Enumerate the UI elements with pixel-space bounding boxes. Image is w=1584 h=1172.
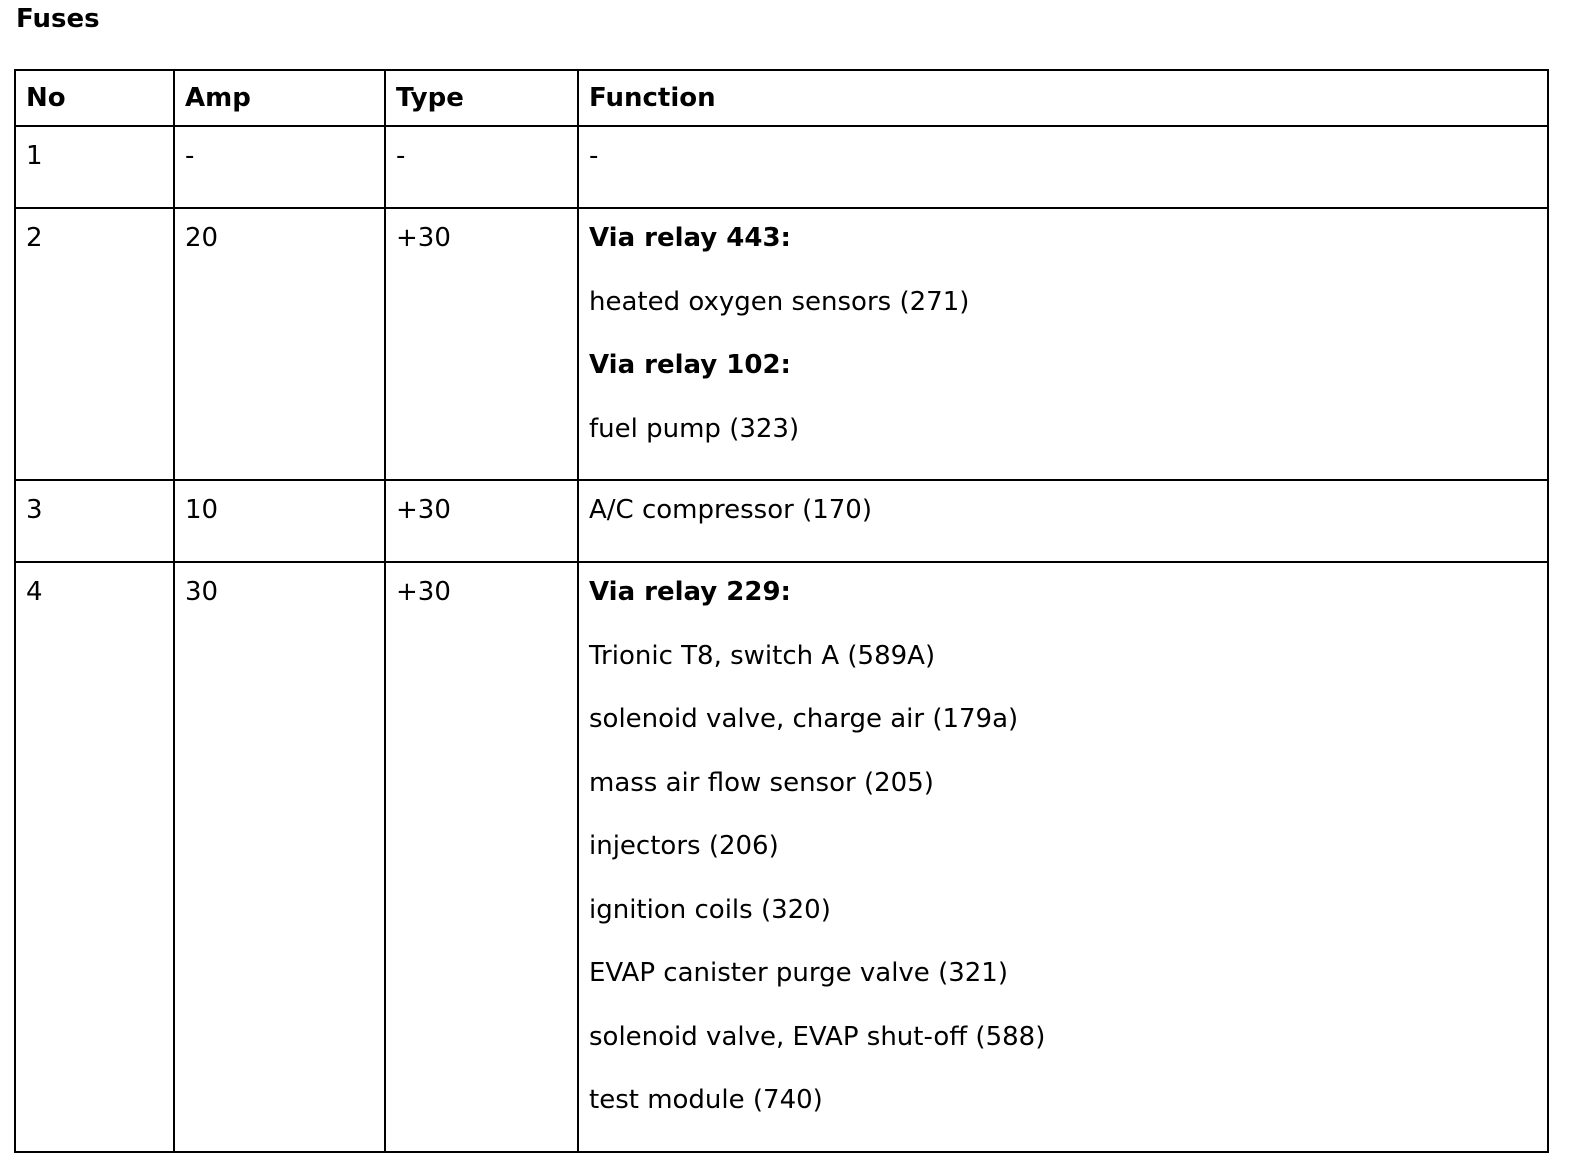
cell-function <box>578 480 1548 562</box>
function-line: fuel pump (323) <box>589 413 800 444</box>
table-row <box>15 208 1548 480</box>
function-line: injectors (206) <box>589 831 779 861</box>
header-type: Type <box>385 70 578 126</box>
table-row <box>15 480 1548 562</box>
cell-no: 3 <box>15 480 174 562</box>
cell-function <box>578 562 1548 1152</box>
cell-type: +30 <box>385 562 578 1152</box>
cell-amp: - <box>174 126 385 208</box>
cell-amp: 10 <box>174 480 385 562</box>
relay-heading: Via relay 102: <box>589 350 791 380</box>
cell-no: 4 <box>15 562 174 1152</box>
function-line: A/C compressor (170) <box>589 495 872 525</box>
cell-no: 1 <box>15 126 174 208</box>
function-line: solenoid valve, EVAP shut-off (588) <box>589 1021 1046 1052</box>
table-row <box>15 126 1548 208</box>
fuse-table <box>14 69 1549 1153</box>
function-line: EVAP canister purge valve (321) <box>589 958 1008 988</box>
function-line: test module (740) <box>589 1085 823 1115</box>
function-line: - <box>589 141 599 171</box>
function-line: heated oxygen sensors (271) <box>589 286 970 317</box>
header-function: Function <box>578 70 1548 126</box>
cell-amp: 30 <box>174 562 385 1152</box>
header-no: No <box>15 70 174 126</box>
cell-function <box>578 208 1548 480</box>
cell-no: 2 <box>15 208 174 480</box>
function-line: ignition coils (320) <box>589 894 831 925</box>
cell-type: +30 <box>385 480 578 562</box>
relay-heading: Via relay 229: <box>589 577 791 607</box>
function-line: Trionic T8, switch A (589A) <box>589 640 936 671</box>
table-header-row <box>15 70 1548 126</box>
page-title: Fuses <box>16 4 100 34</box>
function-line: solenoid valve, charge air (179a) <box>589 704 1019 734</box>
cell-type: - <box>385 126 578 208</box>
cell-type: +30 <box>385 208 578 480</box>
header-amp: Amp <box>174 70 385 126</box>
cell-function <box>578 126 1548 208</box>
table-row <box>15 562 1548 1152</box>
relay-heading: Via relay 443: <box>589 223 791 253</box>
cell-amp: 20 <box>174 208 385 480</box>
function-line: mass air flow sensor (205) <box>589 767 934 798</box>
